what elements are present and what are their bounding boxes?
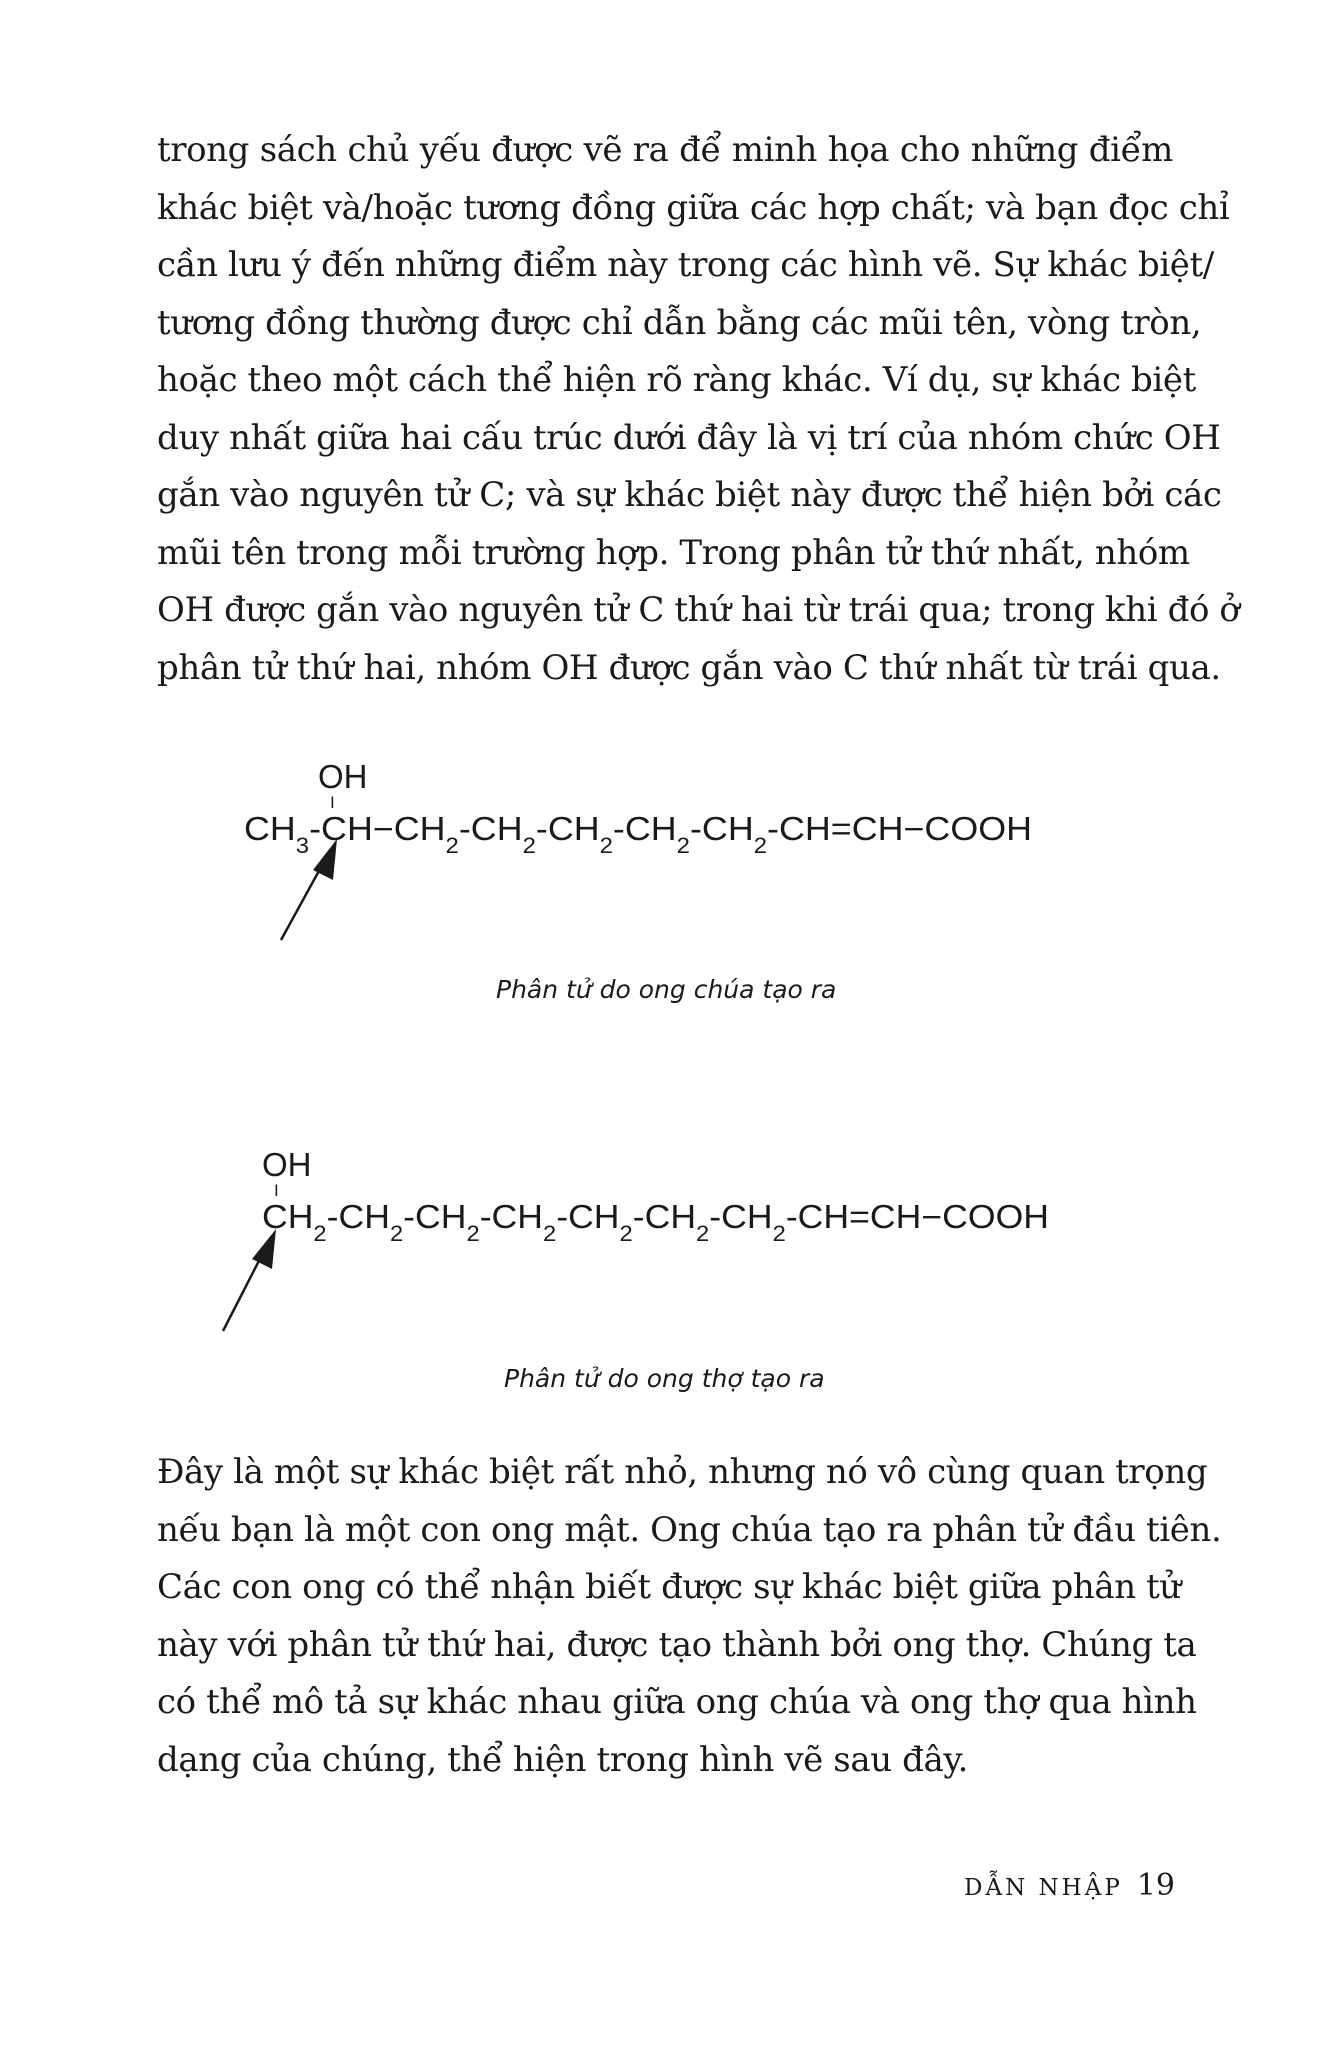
bond-mark: I	[330, 793, 335, 812]
formula-chain: $CH_2-CH_2-CH_2-CH_2-CH_2-CH_2-CH_2-CH=CH-COOH$	[262, 1198, 1048, 1246]
text-line: mũi tên trong mỗi trường hợp. Trong phân tử thứ nhất, nhóm	[157, 532, 1190, 573]
text-line: hoặc theo một cách thể hiện rõ ràng khác. Ví dụ, sự khác biệt	[157, 360, 1196, 400]
text-line: có thể mô tả sự khác nhau giữa ong chúa và ong thợ qua hình	[157, 1682, 1197, 1722]
text-line: khác biệt và/hoặc tương đồng giữa các hợp chất; và bạn đọc chỉ	[157, 187, 1230, 228]
page-number: 19	[1136, 1868, 1175, 1903]
arrow-icon	[223, 1229, 276, 1331]
body-paragraph-1	[157, 122, 1240, 697]
formula-caption: Phân tử do ong thợ tạo ra	[504, 1364, 825, 1393]
text-line: duy nhất giữa hai cấu trúc dưới đây là vị trí của nhóm chức OH	[157, 417, 1221, 458]
formula-worker	[0, 1125, 1333, 1355]
text-line: gắn vào nguyên tử C; và sự khác biệt này được thể hiện bởi các	[157, 475, 1222, 515]
body-paragraph-2	[157, 1444, 1222, 1789]
text-line: phân tử thứ hai, nhóm OH được gắn vào C thứ nhất từ trái qua.	[157, 647, 1221, 688]
text-line: nếu bạn là một con ong mật. Ong chúa tạo ra phân tử đầu tiên.	[157, 1509, 1222, 1550]
formula-chain: $CH_3-CH-CH_2-CH_2-CH_2-CH_2-CH_2-CH=CH-COOH$	[244, 810, 1030, 858]
formula-queen	[0, 740, 1333, 970]
text-line: này với phân tử thứ hai, được tạo thành bởi ong thợ. Chúng ta	[157, 1624, 1197, 1665]
text-line: OH được gắn vào nguyên tử C thứ hai từ trái qua; trong khi đó ở	[157, 590, 1240, 630]
bond-mark: I	[274, 1181, 279, 1200]
oh-group-label: OH	[318, 758, 368, 795]
section-title: DẪN NHẬP	[964, 1875, 1123, 1901]
text-line: trong sách chủ yếu được vẽ ra để minh họa cho những điểm	[157, 130, 1173, 170]
text-line: cần lưu ý đến những điểm này trong các hình vẽ. Sự khác biệt/	[157, 245, 1214, 285]
text-line: Các con ong có thể nhận biết được sự khác biệt giữa phân tử	[157, 1567, 1181, 1607]
text-line: dạng của chúng, thể hiện trong hình vẽ sau đây.	[157, 1739, 969, 1780]
oh-group-label: OH	[262, 1146, 312, 1183]
formula-caption: Phân tử do ong chúa tạo ra	[496, 975, 837, 1004]
page-footer	[964, 1868, 1175, 1903]
text-line: Đây là một sự khác biệt rất nhỏ, nhưng nó vô cùng quan trọng	[157, 1452, 1208, 1492]
text-line: tương đồng thường được chỉ dẫn bằng các mũi tên, vòng tròn,	[157, 302, 1202, 343]
